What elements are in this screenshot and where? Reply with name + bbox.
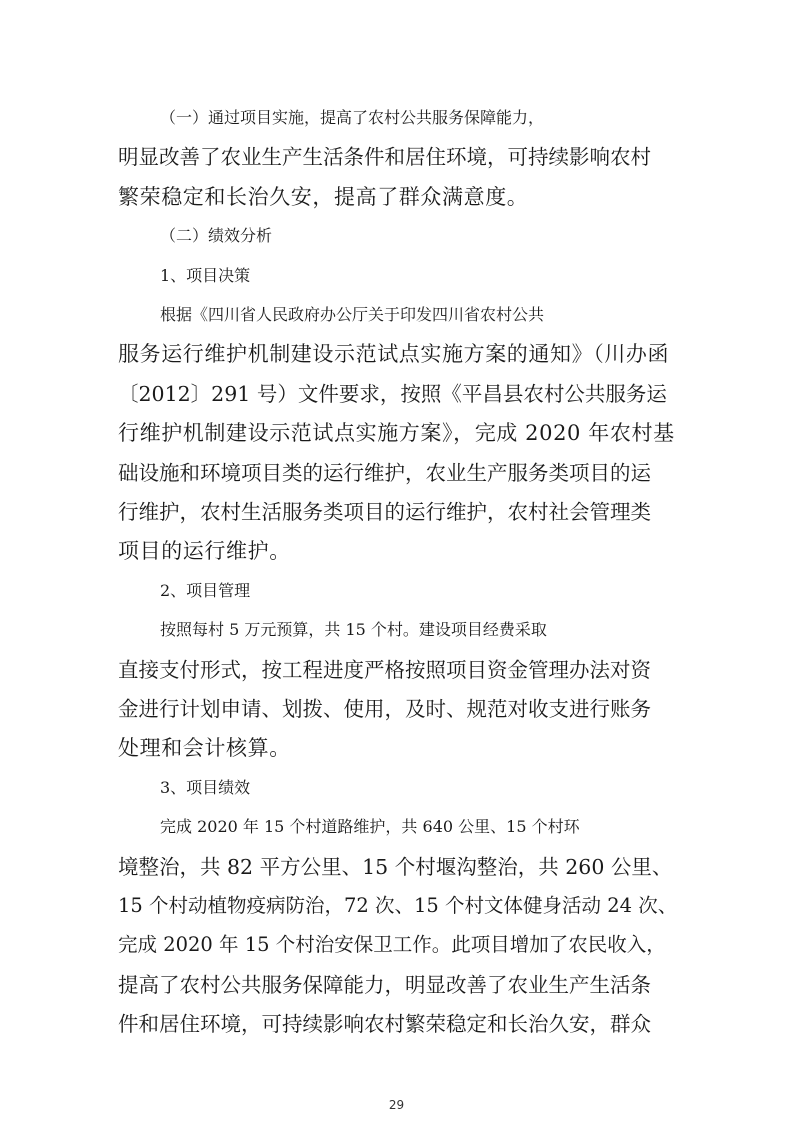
text-line: 直接支付形式，按工程进度严格按照项目资金管理办法对资 [118,657,651,682]
text-line: （一）通过项目实施，提高了农村公共服务保障能力， [160,108,545,127]
text-line: 行维护，农村生活服务类项目的运行维护，农村社会管理类 [118,500,651,524]
text-line: 行维护机制建设示范试点实施方案》，完成 2020 年农村基 [118,421,675,446]
text-line: 〔2012〕291 号）文件要求，按照《平昌县农村公共服务运 [118,381,667,406]
section-heading: （二）绩效分析 [160,226,273,246]
text-line: 根据《四川省人民政府办公厅关于印发四川省农村公共 [160,305,545,324]
text-line: 按照每村 5 万元预算，共 15 个村。建设项目经费采取 [160,620,547,640]
page-number: 29 [388,1098,405,1112]
text-line: 境整治，共 82 平方公里、15 个村堰沟整治，共 260 公里、 [118,854,673,879]
text-line: 提高了农村公共服务保障能力，明显改善了农业生产生活条 [118,972,651,997]
text-line: 金进行计划申请、划拨、使用，及时、规范对收支进行账务 [118,697,651,721]
subsection-heading: 3、项目绩效 [160,777,251,797]
text-line: 处理和会计核算。 [118,736,291,761]
subsection-heading: 1、项目决策 [160,265,251,285]
text-line: 项目的运行维护。 [118,539,291,564]
text-line: 繁荣稳定和长治久安，提高了群众满意度。 [118,184,529,209]
text-line: 件和居住环境，可持续影响农村繁荣稳定和长治久安，群众 [118,1012,651,1037]
text-line: 完成 2020 年 15 个村道路维护，共 640 公里、15 个村环 [160,817,580,837]
text-line: 15 个村动植物疫病防治，72 次、15 个村文体健身活动 24 次、 [118,894,678,917]
text-line: 明显改善了农业生产生活条件和居住环境，可持续影响农村 [118,145,651,170]
text-line: 服务运行维护机制建设示范试点实施方案的通知》（川办函 [118,342,670,367]
subsection-heading: 2、项目管理 [160,580,251,600]
text-line: 完成 2020 年 15 个村治安保卫工作。此项目增加了农民收入， [118,933,666,957]
text-line: 础设施和环境项目类的运行维护，农业生产服务类项目的运 [118,460,651,485]
